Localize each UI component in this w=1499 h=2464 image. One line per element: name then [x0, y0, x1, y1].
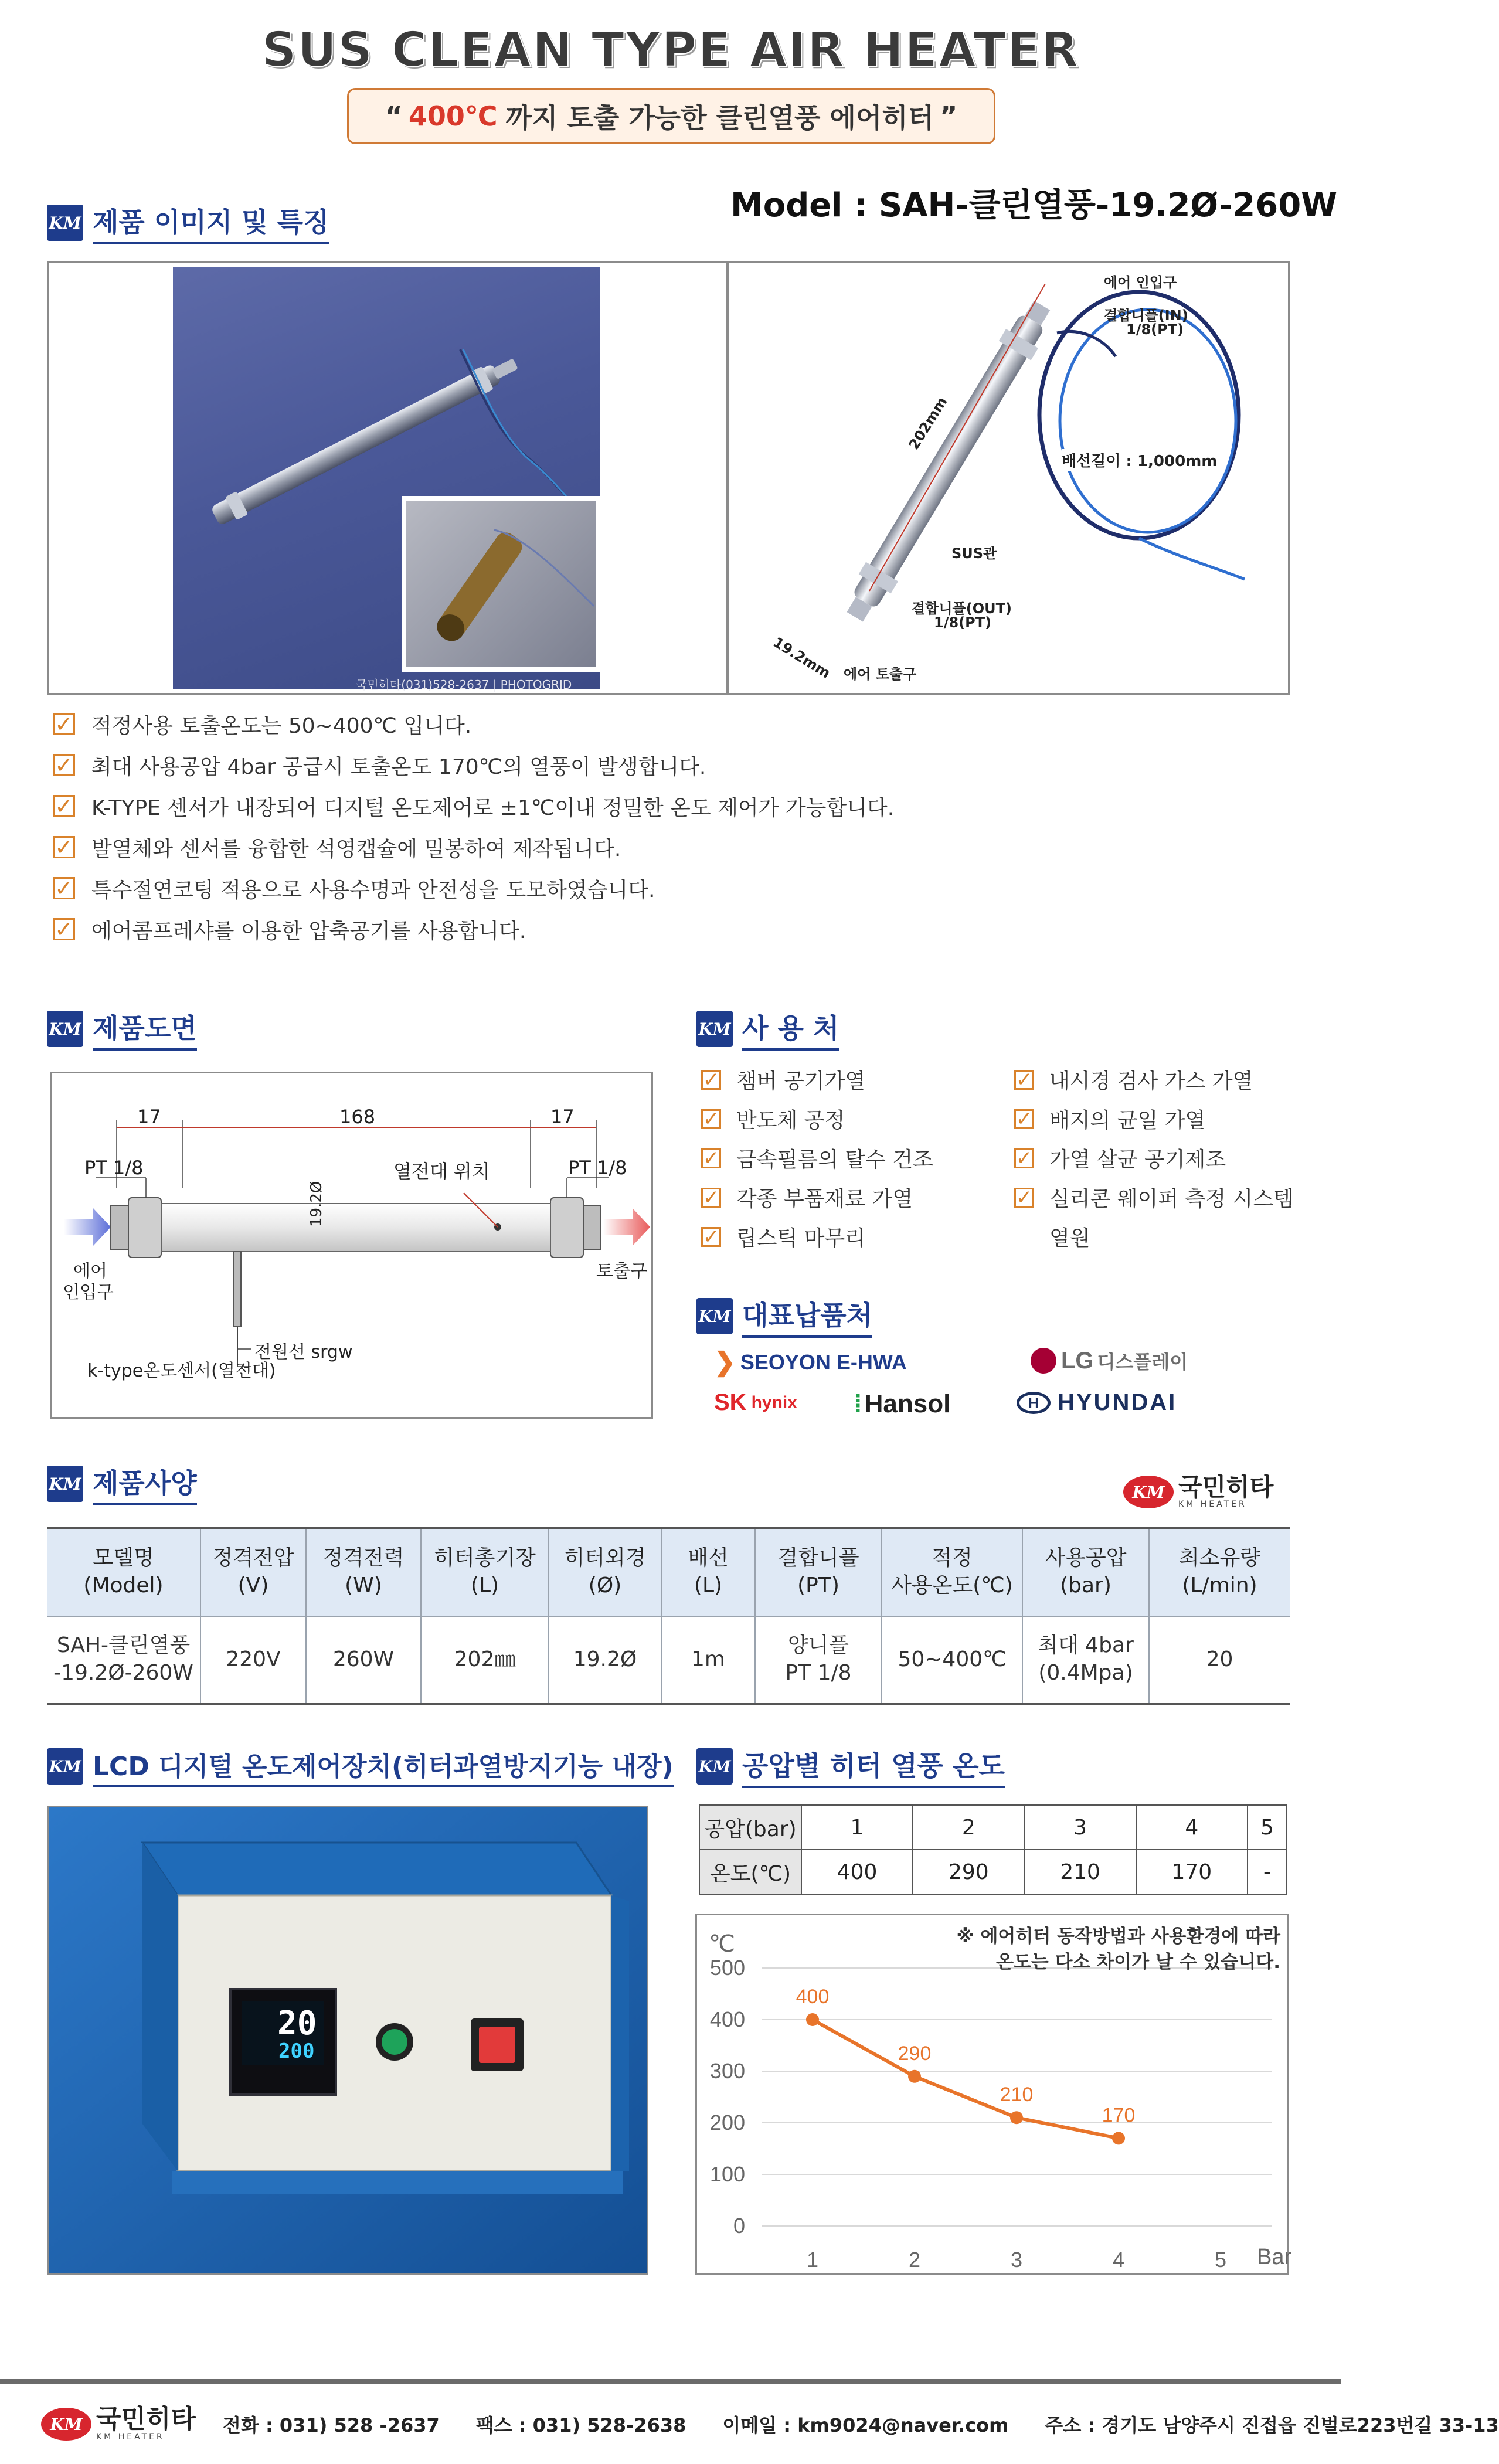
feature-item: ✓ K-TYPE 센서가 내장되어 디지털 온도제어로 ±1℃이내 정밀한 온도 제어가 가능합니다.: [53, 786, 894, 827]
subtitle-quote-open: “: [385, 100, 403, 132]
feature-list: [53, 703, 894, 950]
labeled-product-diagram: [727, 261, 1290, 695]
x-tick-label: 4: [1112, 2248, 1125, 2272]
dim-middle: 168: [339, 1106, 376, 1128]
label-nipple-out: 결합니플(OUT): [912, 600, 1012, 617]
pressure-cell: 3: [1024, 1805, 1136, 1850]
chart-note-2: 온도는 다소 차이가 날 수 있습니다.: [996, 1952, 1280, 1973]
usage-item: ✓ 내시경 검사 가스 가열: [1014, 1060, 1294, 1099]
feature-item: ✓ 발열체와 센서를 융합한 석영캡슐에 밀봉하여 제작됩니다.: [53, 827, 894, 868]
label-sus-tube: SUS관: [951, 545, 997, 562]
spec-header-cell: 히터총기장 (L): [421, 1528, 549, 1616]
feature-item: ✓ 최대 사용공압 4bar 공급시 토출온도 170℃의 열풍이 발생합니다.: [53, 745, 894, 786]
spec-header-cell: 정격전력 (W): [306, 1528, 421, 1616]
product-photo-frame: [47, 261, 728, 695]
footer-brand-sub: KM HEATER: [96, 2432, 165, 2442]
y-tick-label: 300: [709, 2059, 745, 2083]
subtitle-temperature: 400℃: [408, 100, 498, 132]
spec-header-cell: 최소유량 (L/min): [1149, 1528, 1290, 1616]
footer-fax: 팩스 : 031) 528-2638: [475, 2414, 686, 2436]
footer-phone: 전화 : 031) 528 -2637: [223, 2414, 440, 2436]
section-header-usage: [696, 1008, 839, 1049]
y-axis-label: ℃: [709, 1931, 735, 1957]
sensor-label: k-type온도센서(열전대): [87, 1361, 276, 1381]
client-logo-seoyon: ❯ SEOYON E-HWA: [714, 1348, 907, 1377]
section-title: 제품도면: [93, 1007, 197, 1051]
usage-item: 열원: [1049, 1226, 1090, 1250]
product-drawing: [50, 1072, 653, 1419]
air-in-label-2: 인입구: [63, 1282, 114, 1303]
label-nipple-in: 결합니플(IN): [1104, 307, 1188, 324]
chart-note: ※ 에어히터 동작방법과 사용환경에 따라: [956, 1926, 1280, 1947]
y-tick-label: 200: [709, 2110, 745, 2135]
label-length: 202mm: [905, 394, 951, 453]
checkbox-icon: ✓: [1014, 1109, 1034, 1129]
km-logo-icon: KM: [47, 1748, 83, 1785]
section-header-lcd: [47, 1746, 674, 1787]
feature-item: ✓ 적정사용 토출온도는 50~400℃ 입니다.: [53, 703, 894, 745]
x-tick-label: 5: [1214, 2248, 1227, 2272]
section-title: 대표납품처: [742, 1294, 872, 1338]
brand-logo: [1123, 1475, 1273, 1509]
data-point: [1112, 2132, 1125, 2144]
photo-watermark: 국민히타(031)528-2637 | PHOTOGRID: [356, 678, 572, 692]
section-title: 공압별 히터 열풍 온도: [742, 1745, 1005, 1788]
spec-cell: 260W: [306, 1616, 421, 1704]
section-title: 제품 이미지 및 특징: [93, 201, 329, 244]
usage-item: ✓ 실리콘 웨이퍼 측정 시스템: [1014, 1178, 1294, 1217]
footer-divider: [0, 2379, 1341, 2384]
checkbox-icon: ✓: [53, 877, 75, 899]
hansol-mark-icon: ⁞: [854, 1389, 862, 1418]
usage-item: ✓ 배지의 균일 가열: [1014, 1099, 1294, 1138]
usage-list-right: [1014, 1060, 1294, 1256]
usage-list-left: [701, 1060, 933, 1256]
temperature-cell: -: [1248, 1850, 1287, 1894]
km-brand-icon: KM: [41, 2408, 91, 2441]
section-header-clients: [696, 1296, 872, 1337]
y-tick-label: 100: [709, 2162, 745, 2186]
section-title: 제품사양: [93, 1462, 197, 1505]
label-air-inlet: 에어 인입구: [1104, 274, 1177, 291]
temperature-line-chart: [697, 1915, 1292, 2273]
section-header-features: [47, 202, 329, 243]
pressure-label: 공압(bar): [699, 1805, 801, 1850]
client-logo-sk: SK hynix: [714, 1389, 797, 1415]
dim-right: 17: [550, 1106, 575, 1128]
label-nipple-out-size: 1/8(PT): [934, 614, 992, 631]
section-header-spec: [47, 1463, 197, 1504]
lcd-sv-value: 200: [278, 2040, 315, 2063]
data-label: 210: [1000, 2084, 1034, 2106]
section-title: 사 용 처: [742, 1007, 839, 1051]
temperature-cell: 290: [913, 1850, 1024, 1894]
checkbox-icon: ✓: [701, 1148, 721, 1168]
feature-item: ✓ 에어콤프레샤를 이용한 압축공기를 사용합니다.: [53, 909, 894, 950]
lcd-controller-photo: [47, 1806, 648, 2275]
label-air-outlet: 에어 토출구: [844, 666, 917, 682]
usage-item: ✓ 각종 부품재료 가열: [701, 1178, 933, 1217]
spec-header-cell: 히터외경 (Ø): [549, 1528, 661, 1616]
usage-item: ✓ 반도체 공정: [701, 1099, 933, 1138]
spec-cell: 19.2Ø: [549, 1616, 661, 1704]
heater-closeup-photo: [402, 496, 601, 672]
spec-data-row: [47, 1616, 1290, 1704]
spec-header-cell: 배선 (L): [661, 1528, 755, 1616]
pressure-cell: 5: [1248, 1805, 1287, 1850]
spec-header-cell: 사용공압 (bar): [1022, 1528, 1149, 1616]
spec-header-cell: 결합니플 (PT): [755, 1528, 882, 1616]
checkbox-icon: ✓: [1014, 1188, 1034, 1208]
data-label: 290: [898, 2042, 932, 2065]
km-brand-icon: KM: [1123, 1476, 1174, 1508]
subtitle-quote-close: ”: [940, 100, 958, 132]
pressure-row: [699, 1805, 1287, 1850]
checkbox-icon: ✓: [1014, 1148, 1034, 1168]
checkbox-icon: ✓: [53, 795, 75, 817]
controller-box-illustration: [49, 1807, 647, 2273]
hyundai-h-icon: H: [1017, 1392, 1051, 1414]
diameter-label: 19.2Ø: [308, 1181, 325, 1227]
km-logo-icon: KM: [47, 205, 83, 241]
pt-left-label: PT 1/8: [84, 1157, 144, 1179]
air-in-label: 에어: [73, 1261, 107, 1282]
label-diameter: 19.2mm: [770, 634, 834, 682]
data-label: 400: [796, 1986, 830, 2008]
model-label: Model : SAH-클린열풍-19.2Ø-260W: [730, 186, 1337, 225]
spec-cell: 1m: [661, 1616, 755, 1704]
km-logo-icon: KM: [696, 1298, 733, 1334]
x-tick-label: 2: [908, 2248, 921, 2272]
heater-closeup-illustration: [406, 501, 596, 667]
brand-sub: KM HEATER: [1178, 1500, 1247, 1509]
km-logo-icon: KM: [696, 1748, 733, 1785]
client-logo-hansol: ⁞ Hansol: [854, 1389, 951, 1418]
spec-cell: 220V: [200, 1616, 306, 1704]
subtitle-text: 까지 토출 가능한 클린열풍 에어히터: [505, 102, 934, 134]
page-title: SUS CLEAN TYPE AIR HEATER: [261, 22, 1080, 78]
pressure-cell: 1: [801, 1805, 913, 1850]
spec-cell: 20: [1149, 1616, 1290, 1704]
label-nipple-in-size: 1/8(PT): [1126, 321, 1184, 338]
spec-cell: 50~400℃: [882, 1616, 1022, 1704]
spec-cell: SAH-클린열풍 -19.2Ø-260W: [47, 1616, 200, 1704]
checkbox-icon: ✓: [53, 754, 75, 776]
product-photo: [173, 267, 600, 692]
temperature-cell: 400: [801, 1850, 913, 1894]
temperature-cell: 210: [1024, 1850, 1136, 1894]
checkbox-icon: ✓: [1014, 1070, 1034, 1090]
spec-cell: 최대 4bar (0.4Mpa): [1022, 1616, 1149, 1704]
km-logo-icon: KM: [47, 1011, 83, 1047]
km-logo-icon: KM: [696, 1011, 733, 1047]
lcd-pv-value: 20: [277, 2004, 317, 2042]
feature-item: ✓ 특수절연코팅 적용으로 사용수명과 안전성을 도모하였습니다.: [53, 868, 894, 909]
footer-email: 이메일 : km9024@naver.com: [722, 2414, 1009, 2436]
footer-brand-logo: [41, 2404, 196, 2442]
pressure-cell: 2: [913, 1805, 1024, 1850]
data-point: [1010, 2111, 1023, 2124]
y-tick-label: 400: [709, 2007, 745, 2031]
usage-item: ✓ 립스틱 마무리: [701, 1217, 933, 1256]
series-line: [813, 2020, 1119, 2138]
x-tick-label: 1: [806, 2248, 819, 2272]
spec-header-cell: 모델명 (Model): [47, 1528, 200, 1616]
lg-circle-icon: [1031, 1348, 1056, 1374]
spec-header-cell: 적정 사용온도(℃): [882, 1528, 1022, 1616]
temperature-cell: 170: [1136, 1850, 1248, 1894]
checkbox-icon: ✓: [701, 1070, 721, 1090]
y-tick-label: 0: [733, 2214, 745, 2238]
labeled-heater-svg: [729, 263, 1288, 693]
x-tick-label: 3: [1010, 2248, 1023, 2272]
pressure-cell: 4: [1136, 1805, 1248, 1850]
section-header-drawing: [47, 1008, 197, 1049]
pressure-temp-table: [699, 1804, 1287, 1895]
usage-item: ✓ 가열 살균 공기제조: [1014, 1138, 1294, 1178]
footer-brand-name: 국민히타: [96, 2404, 196, 2434]
footer-contact: [41, 2398, 1499, 2451]
thermocouple-position-label: 열전대 위치: [393, 1160, 490, 1182]
section-header-temps: [696, 1746, 1005, 1787]
dim-left: 17: [137, 1106, 161, 1128]
client-logo-hyundai: H HYUNDAI: [1017, 1389, 1177, 1416]
pt-right-label: PT 1/8: [568, 1157, 627, 1179]
footer-address: 주소 : 경기도 남양주시 진접읍 진벌로223번길 33-13: [1045, 2414, 1499, 2436]
seoyon-mark-icon: ❯: [714, 1348, 736, 1377]
spec-header-row: [47, 1528, 1290, 1616]
km-logo-icon: KM: [47, 1466, 83, 1502]
temperature-row: [699, 1850, 1287, 1894]
spec-cell: 202㎜: [421, 1616, 549, 1704]
y-tick-label: 500: [709, 1956, 745, 1980]
usage-item: ✓ 금속필름의 탈수 건조: [701, 1138, 933, 1178]
spec-cell: 양니플 PT 1/8: [755, 1616, 882, 1704]
temperature-label: 온도(℃): [699, 1850, 801, 1894]
air-out-label: 토출구: [596, 1261, 647, 1282]
client-logo-lg: LG 디스플레이: [1031, 1347, 1188, 1374]
data-point: [806, 2013, 819, 2026]
temperature-chart-frame: [695, 1914, 1292, 2275]
usage-item: ✓ 챔버 공기가열: [701, 1060, 933, 1099]
x-axis-label: Bar: [1257, 2245, 1292, 2269]
checkbox-icon: ✓: [53, 918, 75, 940]
checkbox-icon: ✓: [53, 713, 75, 735]
spec-table: [47, 1527, 1290, 1705]
data-label: 170: [1102, 2104, 1136, 2127]
spec-header-cell: 정격전압 (V): [200, 1528, 306, 1616]
checkbox-icon: ✓: [53, 836, 75, 858]
brand-name: 국민히타: [1178, 1473, 1274, 1501]
checkbox-icon: ✓: [701, 1109, 721, 1129]
checkbox-icon: ✓: [701, 1227, 721, 1247]
power-wire-label: 전원선 srgw: [254, 1342, 353, 1362]
subtitle-banner: [347, 88, 995, 144]
checkbox-icon: ✓: [701, 1188, 721, 1208]
section-title: LCD 디지털 온도제어장치(히터과열방지기능 내장): [93, 1745, 674, 1787]
data-point: [908, 2070, 921, 2083]
label-wire-length: 배선길이 : 1,000mm: [1062, 449, 1217, 471]
